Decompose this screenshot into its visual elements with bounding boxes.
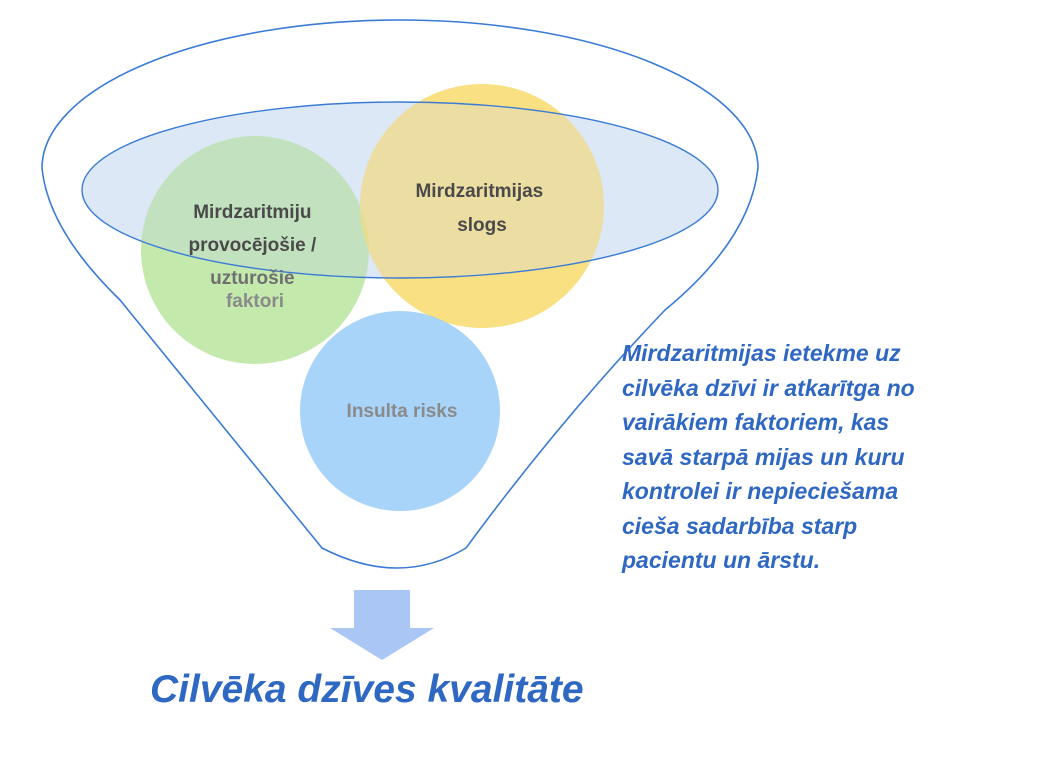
side-line-6: cieša sadarbība starp [622,512,858,539]
yellow-label-line-2: slogs [457,215,507,236]
green-label-line-1: Mirdzaritmiju [193,202,312,223]
green-label-line-2: provocējošie / [188,235,317,256]
blue-circle-label [347,401,458,422]
blue-label-line-1: Insulta risks [346,401,458,422]
side-line-3: vairākiem faktoriem, kas [622,409,890,435]
green-label-line-4: faktori [225,291,285,312]
side-line-1: Mirdzaritmijas ietekme uz [622,340,901,366]
arrow-down-icon [330,590,434,660]
result-title: Cilvēka dzīves kvalitāte [150,668,584,711]
funnel-rim-outline [82,102,718,278]
side-line-2: cilvēka dzīvi ir atkarītga no [622,374,915,401]
yellow-label-line-1: Mirdzaritmijas [415,181,544,202]
side-line-4: savā starpā mijas un kuru [622,443,905,470]
green-label-line-3: uzturošie [210,268,295,289]
side-line-5: kontrolei ir nepieciešama [622,478,899,504]
side-description [622,336,1022,578]
side-line-7: pacientu un ārstu. [622,547,821,573]
